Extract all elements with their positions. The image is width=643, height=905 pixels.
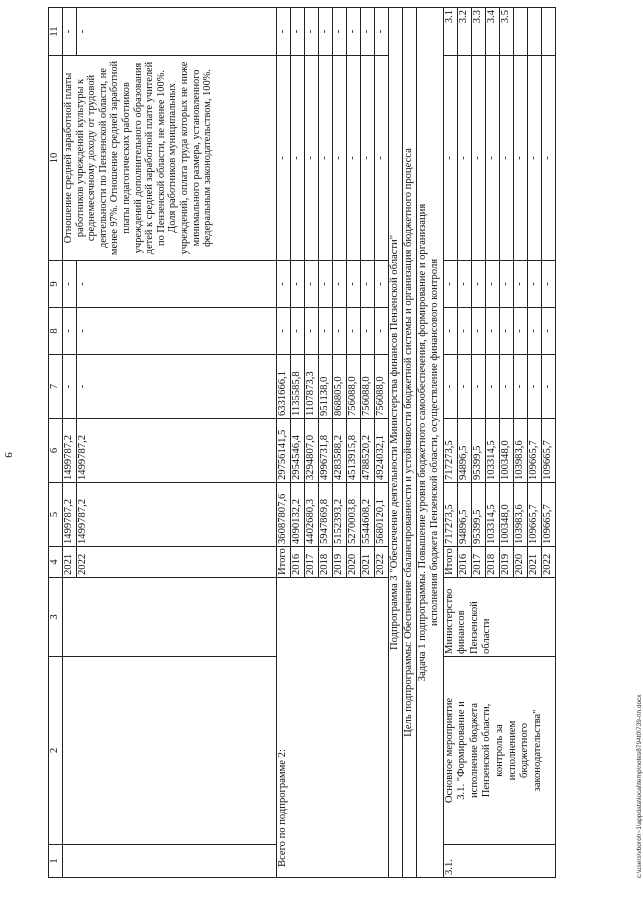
value-cell: - — [360, 56, 374, 261]
value-cell: - — [332, 308, 346, 355]
value-cell: 3.5 — [499, 8, 513, 56]
value-cell: 103983,6 — [513, 419, 527, 483]
year-cell: 2022 — [541, 547, 555, 578]
value-cell: - — [318, 56, 332, 261]
value-cell: - — [374, 56, 388, 261]
value-cell: 95399,5 — [471, 419, 485, 483]
value-cell: 5544608,2 — [360, 483, 374, 547]
year-cell: 2016 — [457, 547, 471, 578]
subprogram-task: Задача 1 подпрограммы. Повышение уровня бюджетного самообеспечения, формирование и организация исполнения бюджета Пензенской области, осуществление финансового контроля — [416, 8, 443, 878]
page-number: 9 — [2, 452, 14, 458]
value-cell: - — [527, 308, 541, 355]
value-cell: - — [457, 261, 471, 308]
value-cell: - — [513, 355, 527, 419]
value-cell: - — [527, 355, 541, 419]
value-cell: - — [76, 355, 276, 419]
value-cell: - — [541, 56, 555, 261]
value-cell: - — [457, 355, 471, 419]
value-cell — [513, 8, 527, 56]
value-cell: - — [513, 261, 527, 308]
value-cell: - — [76, 261, 276, 308]
value-cell: - — [346, 261, 360, 308]
indicator-text: Отношение средней заработной платы работников учреждений культуры к среднемесячному доходу от трудовой деятельности по Пензенской области, не менее 97%. Отношение средней заработной платы педагогических работников учреждений дополнительного образования детей к средней заработной плате учителей по Пензенской области, не менее 100%. Доля работников муниципальных учреждений, оплата труда которых не ниже минимального размера, установленного федеральным законодательством, 100%. — [63, 56, 277, 261]
value-cell: 5152393,2 — [332, 483, 346, 547]
year-cell: 2021 — [360, 547, 374, 578]
value-cell: 868805,0 — [332, 355, 346, 419]
year-cell: 2017 — [471, 547, 485, 578]
value-cell: - — [332, 56, 346, 261]
measure-number: 3.1. — [443, 845, 555, 878]
value-cell: 109665,7 — [527, 419, 541, 483]
value-cell: 951138,0 — [318, 355, 332, 419]
value-cell: - — [332, 8, 346, 56]
value-cell: 756088,0 — [360, 355, 374, 419]
value-cell: 4996731,8 — [318, 419, 332, 483]
value-cell: - — [499, 56, 513, 261]
subprogram-title: Подпрограмма 3 "Обеспечение деятельности Министерства финансов Пензенской области" — [388, 8, 402, 878]
value-cell: 4513915,8 — [346, 419, 360, 483]
year-cell: 2018 — [485, 547, 499, 578]
table-row — [416, 8, 443, 878]
value-cell: 109665,7 — [527, 483, 541, 547]
col-num: 9 — [49, 261, 63, 308]
col-num: 7 — [49, 355, 63, 419]
col-num: 3 — [49, 578, 63, 657]
value-cell: - — [318, 261, 332, 308]
value-cell: - — [485, 355, 499, 419]
cell — [63, 845, 277, 878]
value-cell: 1107873,3 — [304, 355, 318, 419]
file-path-footer: c:\users\vboroh~1\appdata\local\temp\notes8794t0\739-пп.docx — [636, 694, 643, 878]
value-cell: - — [276, 308, 290, 355]
value-cell: 4924032,1 — [374, 419, 388, 483]
value-cell: - — [290, 56, 304, 261]
table-row — [63, 8, 77, 878]
value-cell: - — [471, 56, 485, 261]
col-num: 8 — [49, 308, 63, 355]
value-cell: - — [471, 355, 485, 419]
value-cell: - — [290, 8, 304, 56]
value-cell: 3294807,0 — [304, 419, 318, 483]
value-cell: - — [471, 308, 485, 355]
table-row — [388, 8, 402, 878]
value-cell: - — [374, 261, 388, 308]
value-cell: - — [304, 308, 318, 355]
value-cell: 4788520,2 — [360, 419, 374, 483]
year-cell: Итого — [443, 547, 457, 578]
value-cell: 109665,7 — [541, 483, 555, 547]
year-cell: 2018 — [318, 547, 332, 578]
value-cell: - — [76, 308, 276, 355]
table-row — [276, 8, 290, 878]
value-cell: 94896,5 — [457, 483, 471, 547]
value-cell: 756088,0 — [346, 355, 360, 419]
value-cell: - — [485, 56, 499, 261]
value-cell — [541, 8, 555, 56]
value-cell: - — [276, 261, 290, 308]
value-cell: 103314,5 — [485, 419, 499, 483]
value-cell: 3.2 — [457, 8, 471, 56]
value-cell: - — [443, 261, 457, 308]
value-cell: - — [443, 355, 457, 419]
col-num: 1 — [49, 845, 63, 878]
value-cell: - — [76, 8, 276, 56]
value-cell: 1499787,2 — [76, 483, 276, 547]
col-num: 6 — [49, 419, 63, 483]
value-cell: - — [541, 308, 555, 355]
value-cell: 36087807,6 — [276, 483, 290, 547]
value-cell: - — [290, 308, 304, 355]
value-cell: - — [527, 56, 541, 261]
value-cell: 3.4 — [485, 8, 499, 56]
value-cell: - — [276, 8, 290, 56]
year-cell: 2020 — [346, 547, 360, 578]
value-cell: 3.3 — [471, 8, 485, 56]
measure-executor: Министерство финансов Пензенской области — [443, 578, 555, 657]
value-cell: - — [63, 261, 77, 308]
value-cell: - — [360, 261, 374, 308]
value-cell: - — [276, 56, 290, 261]
table-row — [402, 8, 416, 878]
program-table — [48, 7, 556, 878]
value-cell: 5680120,1 — [374, 483, 388, 547]
year-cell: 2022 — [374, 547, 388, 578]
value-cell: - — [360, 308, 374, 355]
value-cell: 100348,0 — [499, 483, 513, 547]
value-cell: 1135585,8 — [290, 355, 304, 419]
value-cell: 103983,6 — [513, 483, 527, 547]
year-cell: 2022 — [76, 547, 276, 578]
value-cell: - — [541, 355, 555, 419]
col-num: 11 — [49, 8, 63, 56]
value-cell: 1499787,2 — [63, 419, 77, 483]
value-cell: - — [499, 355, 513, 419]
year-cell: Итого — [276, 547, 290, 578]
cell — [63, 657, 277, 845]
year-cell: 2017 — [304, 547, 318, 578]
cell — [63, 578, 277, 657]
value-cell: 103314,5 — [485, 483, 499, 547]
value-cell — [527, 8, 541, 56]
year-cell: 2016 — [290, 547, 304, 578]
value-cell: 5270003,8 — [346, 483, 360, 547]
rotated-page — [48, 8, 643, 878]
value-cell: - — [360, 8, 374, 56]
value-cell: - — [541, 261, 555, 308]
col-num: 4 — [49, 547, 63, 578]
year-cell: 2019 — [332, 547, 346, 578]
value-cell: - — [457, 56, 471, 261]
col-num: 5 — [49, 483, 63, 547]
value-cell: - — [318, 8, 332, 56]
value-cell: 717273,5 — [443, 419, 457, 483]
value-cell: 6331666,1 — [276, 355, 290, 419]
value-cell: - — [499, 261, 513, 308]
value-cell: 4283588,2 — [332, 419, 346, 483]
year-cell: 2020 — [513, 547, 527, 578]
subprogram-goal: Цель подпрограммы: Обеспечение сбалансированности и устойчивости бюджетной системы и организация бюджетного процесса — [402, 8, 416, 878]
col-num: 2 — [49, 657, 63, 845]
total-label: Всего по подпрограмме 2: — [276, 578, 388, 878]
value-cell: - — [374, 308, 388, 355]
value-cell: - — [485, 261, 499, 308]
value-cell: 717273,5 — [443, 483, 457, 547]
value-cell: - — [513, 56, 527, 261]
value-cell: - — [346, 8, 360, 56]
value-cell: - — [332, 261, 346, 308]
value-cell: - — [443, 308, 457, 355]
value-cell: - — [485, 308, 499, 355]
value-cell: - — [63, 8, 77, 56]
value-cell: - — [346, 56, 360, 261]
value-cell: - — [457, 308, 471, 355]
year-cell: 2021 — [527, 547, 541, 578]
year-cell: 2021 — [63, 547, 77, 578]
value-cell: - — [513, 308, 527, 355]
value-cell: 95399,5 — [471, 483, 485, 547]
value-cell: - — [304, 56, 318, 261]
value-cell: 2954546,4 — [290, 419, 304, 483]
column-numbers-row — [49, 8, 63, 878]
value-cell: 109665,7 — [541, 419, 555, 483]
year-cell: 2019 — [499, 547, 513, 578]
value-cell: - — [499, 308, 513, 355]
value-cell: - — [304, 8, 318, 56]
value-cell: 756088,0 — [374, 355, 388, 419]
value-cell: 1499787,2 — [63, 483, 77, 547]
value-cell: 4090132,2 — [290, 483, 304, 547]
value-cell: - — [318, 308, 332, 355]
col-num: 10 — [49, 56, 63, 261]
value-cell: 3.1 — [443, 8, 457, 56]
value-cell: - — [527, 261, 541, 308]
value-cell: - — [471, 261, 485, 308]
table-row — [443, 8, 457, 878]
value-cell: - — [63, 355, 77, 419]
value-cell: - — [304, 261, 318, 308]
value-cell: 100348,0 — [499, 419, 513, 483]
value-cell: 29756141,5 — [276, 419, 290, 483]
value-cell: - — [443, 56, 457, 261]
value-cell: - — [374, 8, 388, 56]
measure-name: Основное мероприятие 3.1. "Формирование и исполнение бюджета Пензенской области, контроль за исполнением бюджетного законодательства" — [443, 657, 555, 845]
value-cell: 4402680,3 — [304, 483, 318, 547]
value-cell: 5947869,8 — [318, 483, 332, 547]
value-cell: - — [290, 261, 304, 308]
value-cell: 94896,5 — [457, 419, 471, 483]
value-cell: - — [346, 308, 360, 355]
value-cell: 1499787,2 — [76, 419, 276, 483]
value-cell: - — [63, 308, 77, 355]
